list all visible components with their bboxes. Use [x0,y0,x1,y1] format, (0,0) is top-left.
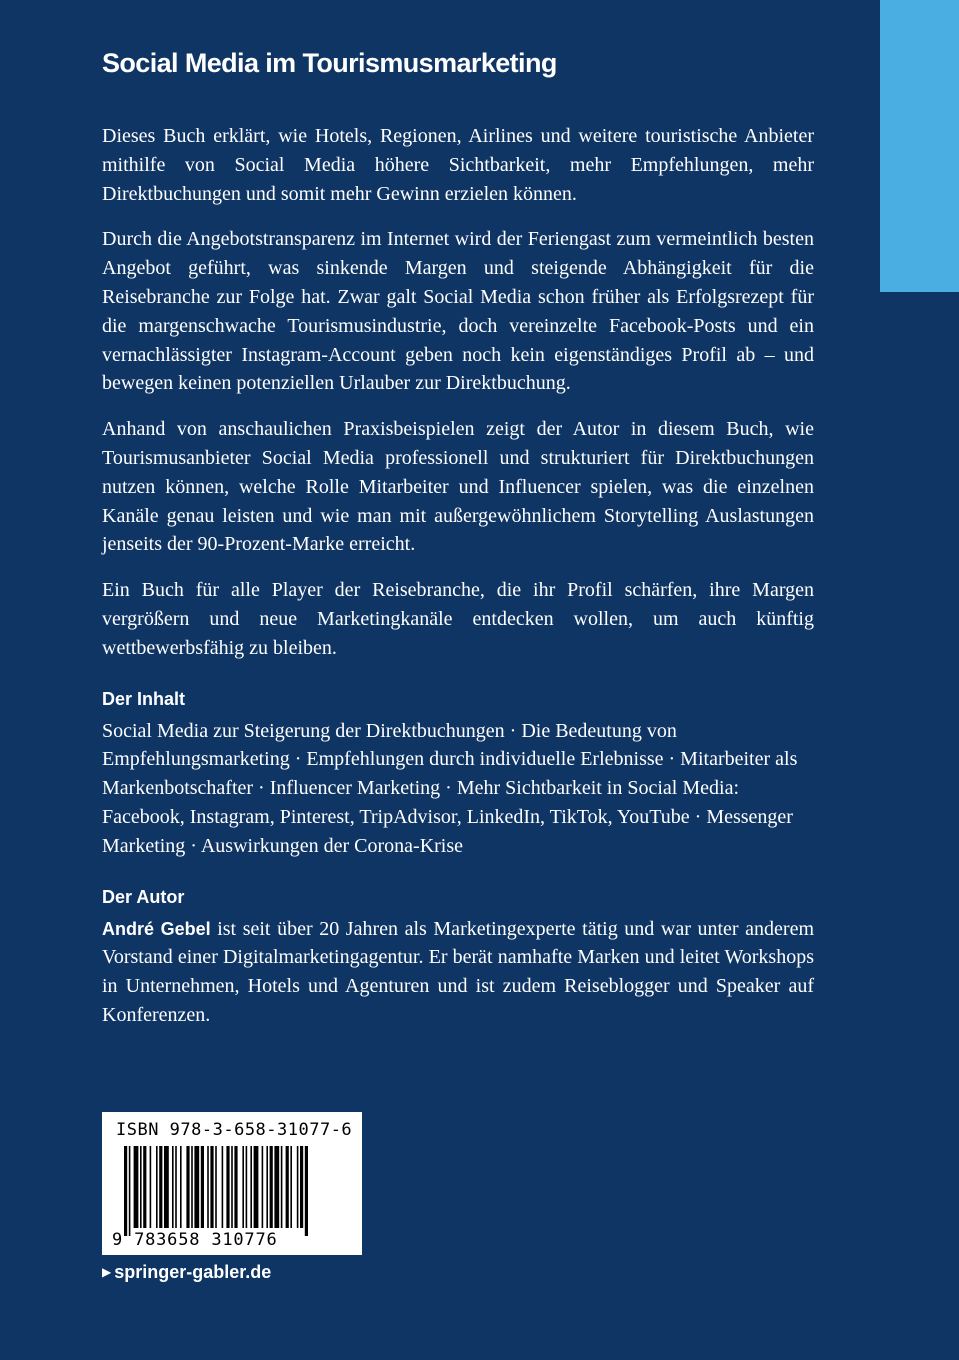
barcode-bar [262,1146,264,1228]
barcode-bar [207,1146,209,1228]
barcode-bar [150,1146,152,1228]
barcode-bar [297,1146,299,1228]
barcode-bar [124,1146,127,1236]
barcode-bar [134,1146,139,1228]
barcode-bar [164,1146,169,1228]
barcode-bar [290,1146,292,1228]
description-paragraph-3: Anhand von anschaulichen Praxisbeispielen zeigt der Autor in diesem Buch, wie Tourismusanbieter Social Media professionell und strukturiert für Direktbuchungen nutzen können, welche Rolle Mitarbeiter und Influencer spielen, was die einzelnen Kanäle genau leisten und wie man mit außergewöhnlichem Storytelling Auslastungen jenseits der 90-Prozent-Marke erreicht. [102,418,814,556]
accent-bar [880,0,959,292]
contents-heading: Der Inhalt [102,688,186,709]
barcode-bar [274,1146,279,1228]
barcode-bar [254,1146,259,1228]
publisher-url: springer-gabler.de [114,1262,272,1282]
book-title: Social Media im Tourismusmarketing [102,48,557,78]
author-name: André Gebel [102,918,211,939]
description-paragraph-4: Ein Buch für alle Player der Reisebranche, die ihr Profil schärfen, ihre Margen vergrößern und neue Marketingkanäle entdecken wollen, um auch künftig wettbewerbsfähig zu bleiben. [102,579,814,659]
barcode-bar [129,1146,131,1236]
barcode-bar [140,1146,142,1228]
barcode-bar [242,1146,244,1228]
isbn-barcode [102,1112,362,1255]
author-bio-paragraph [102,915,814,1030]
barcode-bar [156,1146,158,1228]
barcode-bar [250,1146,252,1228]
description-paragraph-2: Durch die Angebotstransparenz im Internet wird der Feriengast zum vermeintlich besten Angebot geführt, was sinkende Margen und steigende Abhängigkeit für die Reisebranche zur Folge hat. Zwar galt Social Media schon früher als Erfolgsrezept für die margenschwache Tourismusindustrie, doch vereinzelte Facebook-Posts und ein vernachlässigter Instagram-Account geben noch kein eigenständiges Profil ab – und bewegen keinen potenziellen Urlauber zur Direktbuchung. [102,228,814,395]
barcode-bar [226,1146,229,1228]
author-heading: Der Autor [102,886,185,907]
barcode-bar [286,1146,289,1228]
publisher-link[interactable] [102,1262,271,1283]
barcode-bar [172,1146,174,1228]
barcode-bar [270,1146,273,1228]
contents-text: Social Media zur Steigerung der Direktbuchungen · Die Bedeutung von Empfehlungsmarketing · Empfehlungen durch individuelle Erlebnisse · Mitarbeiter als Markenbotschafter · Influencer Marketing · Mehr Sichtbarkeit in Social Media: Facebook, Instagram, Pinterest, TripAdvisor, LinkedIn, TikTok, YouTube · Messenger Marketing · Auswirkungen der Corona-Krise [102,719,798,857]
barcode-bar [305,1146,308,1236]
barcode-bar [201,1146,204,1228]
barcode-digits: 9 783658 310776 [112,1230,278,1250]
author-bio: ist seit über 20 Jahren als Marketingexperte tätig und war unter anderem Vorstand einer Digitalmarketingagentur. Er berät namhafte Marken und leitet Workshops in Unternehmen, Hotels und Agenturen und ist zudem Reiseblogger und Speaker auf Konferenzen. [102,917,814,1026]
barcode-bar [281,1146,283,1228]
barcode-bar [266,1146,268,1228]
barcode-bar [215,1146,217,1228]
isbn-label: ISBN 978-3-658-31077-6 [116,1120,353,1140]
back-cover-text [102,46,814,1047]
barcode-bar [180,1146,182,1228]
barcode-bar [222,1146,224,1228]
barcode-bar [186,1146,189,1228]
barcode-bar [246,1146,248,1228]
barcode-bar [234,1146,237,1228]
barcode-bar [159,1146,162,1228]
barcode-bar [210,1146,213,1228]
description-paragraph-1: Dieses Buch erklärt, wie Hotels, Regionen, Airlines und weitere touristische Anbieter mithilfe von Social Media höhere Sichtbarkeit, mehr Empfehlungen, mehr Direktbuchungen und somit mehr Gewinn erzielen können. [102,125,814,205]
barcode-bar [191,1146,193,1228]
barcode-bar [300,1146,303,1228]
barcode-bar [231,1146,233,1228]
barcode-bar [194,1146,199,1228]
triangle-right-icon: ▶ [102,1265,112,1279]
barcode-bar [175,1146,177,1228]
barcode-bar [143,1146,146,1228]
